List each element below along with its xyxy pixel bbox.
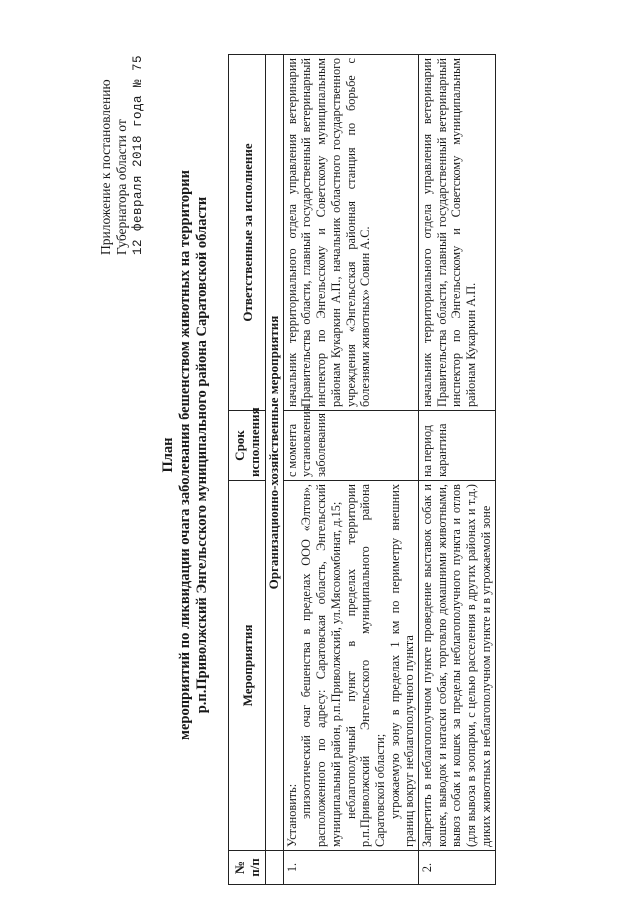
measure-intro: Установить: xyxy=(284,783,299,847)
table-row xyxy=(419,55,496,885)
appendix-date-number: 12 февраля 2018 года № 75 xyxy=(131,54,145,255)
row-number: 1. xyxy=(283,851,418,885)
measure-paragraph: эпизоотический очаг бешенства в пределах ООО «Элтон», расположенного по адресу: Саратовская область, Энгельсский муниципальный район, р.п.Приволжский, ул.Мясокомбинат, д.15; xyxy=(299,484,343,847)
responsible-cell: начальник территориального отдела управления ветеринарии Правительства области, главный государственный ветеринарный инспектор по Энгельсскому и Советскому муниципальным районам Кукаркин А.П., начальник областного государственного учреждения «Энгельсская районная станция по борьбе с болезнями животных» Совин А.С. xyxy=(283,55,418,411)
document-title xyxy=(160,45,211,865)
appendix-line: Губернатора области от xyxy=(114,119,129,255)
appendix-note xyxy=(98,25,146,255)
term-cell: на период карантина xyxy=(419,411,496,481)
table-row xyxy=(283,55,418,885)
term-cell: с момента установления заболевания xyxy=(283,411,418,481)
title-line: р.п.Приволжский Энгельсского муниципального района Саратовской области xyxy=(194,196,210,714)
measure-cell: Запретить в неблагополучном пункте проведение выставок собак и кошек, выводок и натаски собак, торговлю домашними животными, вывоз собак и кошек за пределы неблагополучного пункта и отлов (для вывоза в зоопарки, с целью расселения в других районах и т.д.) диких животных в неблагополучном пункте и в угрожаемой зоне xyxy=(419,481,496,851)
section-title: Организационно-хозяйственные мероприятия xyxy=(266,55,284,851)
header-measures: Мероприятия xyxy=(229,481,266,851)
measure-paragraph: неблагополучный пункт в пределах территории р.п.Приволжский Энгельсского муниципального района Саратовской области; xyxy=(343,484,387,847)
header-responsible: Ответственные за исполнение xyxy=(229,55,266,411)
responsible-cell: начальник территориального отдела управления ветеринарии Правительства области, главный государственный ветеринарный инспектор по Энгельсскому и Советскому муниципальным районам Кукаркин А.П. xyxy=(419,55,496,411)
measure-paragraph: угрожаемую зону в пределах 1 км по периметру внешних границ вокруг неблагополучного пункта xyxy=(387,484,417,847)
measure-cell xyxy=(283,481,418,851)
header-num: № п/п xyxy=(229,851,266,885)
appendix-line: Приложение к постановлению xyxy=(98,79,113,255)
section-row xyxy=(266,55,284,885)
row-number: 2. xyxy=(419,851,496,885)
table-header-row xyxy=(229,55,266,885)
plan-table xyxy=(228,54,496,885)
title-line: мероприятий по ликвидации очага заболевания бешенством животных на территории xyxy=(177,170,193,740)
header-term: Срок исполнения xyxy=(229,411,266,481)
title-line: План xyxy=(160,437,176,473)
